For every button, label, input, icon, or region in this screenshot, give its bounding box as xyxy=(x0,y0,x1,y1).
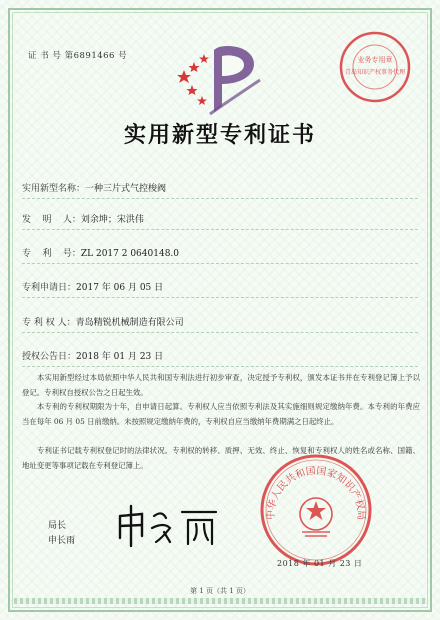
divider xyxy=(22,229,418,230)
grant-date-value: 2018 年 01 月 23 日 xyxy=(76,352,164,362)
agency-stamp-icon xyxy=(336,28,414,106)
inventor-label: 发 明 人： xyxy=(22,215,81,225)
patentee-label: 专 利 权 人： xyxy=(22,318,76,328)
patent-number-label: 专 利 号： xyxy=(22,249,81,259)
handwritten-signature xyxy=(112,502,232,548)
filing-date-row xyxy=(22,280,163,293)
patentee-row xyxy=(22,315,184,328)
seal-text: 中华人民共和国国家知识产权局 xyxy=(265,465,367,521)
divider xyxy=(22,332,418,333)
filing-date-label: 专利申请日： xyxy=(22,283,77,293)
utility-model-name-row xyxy=(22,181,166,194)
patentee-value: 青岛精锐机械制造有限公司 xyxy=(75,318,184,328)
inventor-row xyxy=(22,212,144,225)
divider xyxy=(22,366,418,367)
divider xyxy=(22,198,418,199)
seal-date: 2018 年 01 月 23 日 xyxy=(277,559,363,568)
official-seal-icon xyxy=(258,452,374,568)
commissioner-title: 局长 xyxy=(48,521,67,531)
stamp-inner-text: 业务专用章 xyxy=(357,56,393,64)
utility-model-name-value: 一种三片式气控梭阀 xyxy=(85,184,167,194)
certificate-number: 证 书 号 第6891466 号 xyxy=(28,51,128,61)
filing-date-value: 2017 年 06 月 05 日 xyxy=(76,283,164,293)
patent-office-logo-icon xyxy=(170,40,270,122)
utility-model-name-label: 实用新型名称： xyxy=(22,184,86,194)
legal-status-paragraph: 专利证书记载专利权登记时的法律状况。专利权的转移、质押、无效、终止、恢复和专利权人的姓名或名称、国籍、地址变更等事项记载在专利登记簿上。 xyxy=(22,446,420,470)
commissioner-name: 申长雨 xyxy=(48,536,76,546)
bottom-decorative-bar xyxy=(14,598,426,604)
stamp-outer-text: 青岛知识产权事务代理 xyxy=(344,69,406,76)
divider xyxy=(22,263,418,264)
divider xyxy=(22,297,418,298)
grant-statement-paragraph: 本实用新型经过本局依照中华人民共和国专利法进行初步审查，决定授予专利权，颁发本证书并在专利登记簿上予以登记。专利权自授权公告之日起生效。 xyxy=(22,373,420,397)
grant-date-row xyxy=(22,349,163,362)
page-number: 第 1 页（共 1 页） xyxy=(190,587,250,595)
grant-date-label: 授权公告日： xyxy=(22,352,77,362)
patent-number-row xyxy=(22,246,179,259)
term-statement-paragraph: 本专利的专利权期限为十年，自申请日起算。专利权人应当依照专利法及其实施细则规定缴纳年费。本专利的年费应当在每年 06 月 05 日前缴纳。未按照规定缴纳年费的，专利权自应当缴纳年费期满之日起终止。 xyxy=(22,402,420,426)
patent-number-value: ZL 2017 2 0640148.0 xyxy=(80,249,180,259)
inventor-value: 刘余坤；宋洪伟 xyxy=(80,215,144,225)
page-title: 实用新型专利证书 xyxy=(123,122,316,148)
